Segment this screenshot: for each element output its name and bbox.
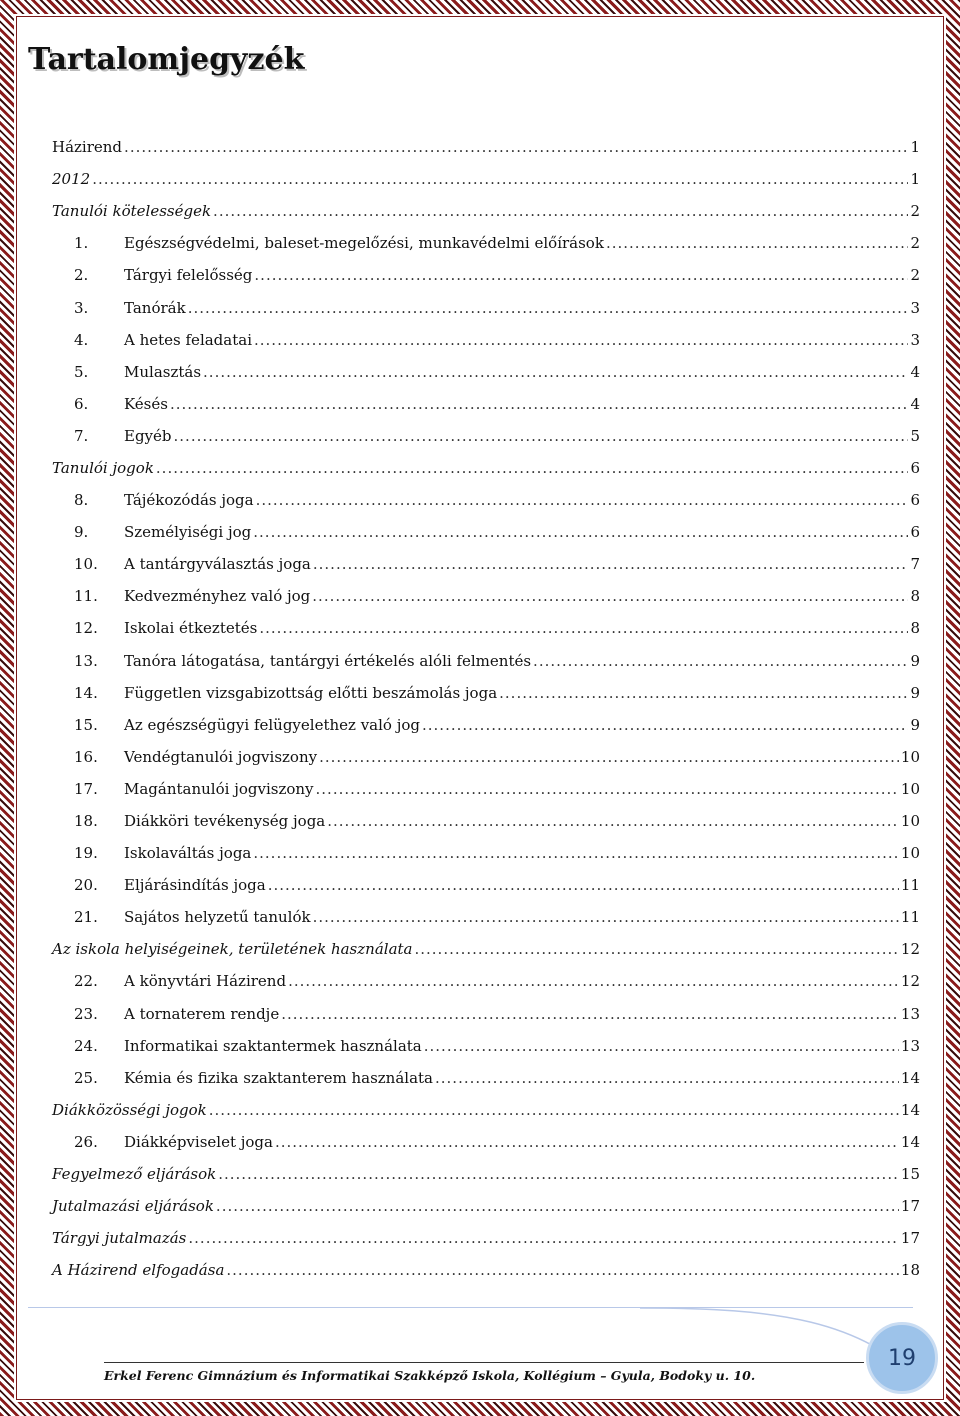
toc-entry[interactable] — [52, 645, 920, 677]
toc-entry[interactable] — [52, 1190, 920, 1222]
toc-entry-page: 6 — [910, 491, 920, 510]
toc-entry[interactable] — [52, 291, 920, 323]
toc-entry-label: Tárgyi felelősség — [124, 266, 253, 285]
toc-entry-number: 14. — [74, 683, 98, 702]
toc-leader-dots — [533, 652, 908, 670]
toc-entry-label: 2012 — [52, 170, 91, 189]
toc-entry-page: 8 — [910, 587, 920, 606]
toc-entry-page: 14 — [900, 1132, 920, 1151]
toc-entry-number: 15. — [74, 715, 98, 734]
toc-entry-number: 26. — [74, 1132, 98, 1151]
toc-entry-page: 6 — [910, 458, 920, 477]
toc-entry-label: Egyéb — [124, 426, 172, 445]
toc-leader-dots — [170, 395, 909, 413]
toc-entry[interactable] — [52, 452, 920, 484]
toc-entry-label: Diákközösségi jogok — [52, 1100, 207, 1119]
toc-leader-dots — [435, 1069, 899, 1087]
toc-entry[interactable] — [52, 998, 920, 1030]
toc-leader-dots — [313, 908, 899, 926]
toc-entry-page: 10 — [900, 779, 920, 798]
toc-entry-number: 17. — [74, 779, 98, 798]
toc-leader-dots — [259, 619, 908, 637]
toc-entry-page: 11 — [900, 876, 920, 895]
toc-leader-dots — [499, 684, 908, 702]
toc-leader-dots — [218, 1165, 899, 1183]
toc-leader-dots — [226, 1261, 899, 1279]
toc-entry-label: Tanulói jogok — [52, 458, 154, 477]
toc-leader-dots — [313, 555, 909, 573]
toc-leader-dots — [424, 1037, 899, 1055]
toc-entry[interactable] — [52, 324, 920, 356]
toc-entry-page: 10 — [900, 812, 920, 831]
toc-leader-dots — [174, 427, 909, 445]
toc-entry-label: Kedvezményhez való jog — [124, 587, 311, 606]
page-number-badge — [866, 1322, 938, 1394]
toc-entry-number: 1. — [74, 234, 89, 253]
toc-leader-dots — [253, 523, 908, 541]
toc-entry-number: 22. — [74, 972, 98, 991]
toc-entry-label: Jutalmazási eljárások — [52, 1197, 214, 1216]
toc-entry-label: Iskolai étkeztetés — [124, 619, 258, 638]
toc-leader-dots — [213, 202, 908, 220]
toc-entry[interactable] — [52, 131, 920, 163]
toc-entry-number: 2. — [74, 266, 89, 285]
toc-entry-label: Magántanulói jogviszony — [124, 779, 314, 798]
toc-entry[interactable] — [52, 1222, 920, 1254]
toc-entry[interactable] — [52, 484, 920, 516]
toc-entry-label: Kémia és fizika szaktanterem használata — [124, 1068, 433, 1087]
toc-entry[interactable] — [52, 933, 920, 965]
toc-entry-page: 1 — [910, 138, 920, 157]
toc-entry-page: 15 — [900, 1165, 920, 1184]
toc-entry-label: Tanórák — [124, 298, 186, 317]
toc-entry[interactable] — [52, 869, 920, 901]
toc-entry[interactable] — [52, 1254, 920, 1286]
toc-leader-dots — [281, 1005, 899, 1023]
toc-entry-label: Egészségvédelmi, baleset-megelőzési, munkavédelmi előírások — [124, 234, 604, 253]
toc-entry-page: 11 — [900, 908, 920, 927]
toc-entry-page: 2 — [910, 234, 920, 253]
toc-leader-dots — [253, 844, 899, 862]
toc-entry[interactable] — [52, 195, 920, 227]
toc-entry-number: 9. — [74, 523, 89, 542]
toc-entry-label: Iskolaváltás joga — [124, 844, 252, 863]
toc-entry-label: Informatikai szaktantermek használata — [124, 1036, 422, 1055]
toc-entry-page: 10 — [900, 747, 920, 766]
toc-leader-dots — [254, 266, 908, 284]
toc-leader-dots — [124, 138, 908, 156]
toc-entry[interactable] — [52, 356, 920, 388]
footer-rule — [104, 1362, 864, 1363]
toc-entry[interactable] — [52, 805, 920, 837]
toc-entry[interactable] — [52, 548, 920, 580]
toc-entry[interactable] — [52, 388, 920, 420]
page-title: Tartalomjegyzék — [28, 42, 305, 77]
toc-leader-dots — [312, 587, 908, 605]
toc-entry-page: 14 — [900, 1068, 920, 1087]
toc-entry-label: A könyvtári Házirend — [124, 972, 287, 991]
toc-entry[interactable] — [52, 901, 920, 933]
toc-entry-label: A Házirend elfogadása — [52, 1261, 225, 1280]
toc-leader-dots — [414, 940, 898, 958]
toc-entry-page: 2 — [910, 266, 920, 285]
toc-entry-label: Az egészségügyi felügyelethez való jog — [124, 715, 420, 734]
toc-entry-number: 5. — [74, 362, 89, 381]
toc-entry[interactable] — [52, 709, 920, 741]
toc-entry-page: 17 — [900, 1229, 920, 1248]
toc-entry-page: 4 — [910, 362, 920, 381]
toc-entry-page: 7 — [910, 555, 920, 574]
toc-entry[interactable] — [52, 227, 920, 259]
toc-entry-number: 23. — [74, 1004, 98, 1023]
toc-entry-number: 3. — [74, 298, 89, 317]
toc-entry-label: A hetes feladatai — [124, 330, 252, 349]
toc-leader-dots — [254, 331, 908, 349]
toc-leader-dots — [92, 170, 908, 188]
toc-leader-dots — [288, 972, 899, 990]
toc-entry-page: 9 — [910, 683, 920, 702]
toc-entry[interactable] — [52, 1126, 920, 1158]
toc-entry-page: 14 — [900, 1100, 920, 1119]
toc-leader-dots — [275, 1133, 899, 1151]
toc-leader-dots — [606, 234, 909, 252]
toc-entry-label: Személyiségi jog — [124, 523, 252, 542]
toc-entry[interactable] — [52, 259, 920, 291]
toc-entry-number: 20. — [74, 876, 98, 895]
footer-text: Erkel Ferenc Gimnázium és Informatikai Szakképző Iskola, Kollégium – Gyula, Bodoky u. 10. — [104, 1368, 756, 1383]
toc-entry-page: 6 — [910, 523, 920, 542]
toc-entry[interactable] — [52, 1094, 920, 1126]
toc-entry-page: 1 — [910, 170, 920, 189]
toc-entry-number: 6. — [74, 394, 89, 413]
toc-entry-label: A tornaterem rendje — [124, 1004, 280, 1023]
toc-entry-number: 18. — [74, 812, 98, 831]
toc-leader-dots — [203, 363, 908, 381]
toc-leader-dots — [188, 1229, 899, 1247]
toc-entry-page: 12 — [900, 940, 920, 959]
toc-entry-page: 13 — [900, 1036, 920, 1055]
toc-entry-page: 4 — [910, 394, 920, 413]
toc-entry-number: 13. — [74, 651, 98, 670]
toc-entry-label: Diákköri tevékenység joga — [124, 812, 326, 831]
toc-entry-number: 25. — [74, 1068, 98, 1087]
toc-entry-label: Vendégtanulói jogviszony — [124, 747, 318, 766]
toc-entry-page: 18 — [900, 1261, 920, 1280]
toc-entry-label: Mulasztás — [124, 362, 202, 381]
toc-entry[interactable] — [52, 612, 920, 644]
toc-leader-dots — [156, 459, 909, 477]
toc-entry[interactable] — [52, 741, 920, 773]
toc-entry-page: 3 — [910, 298, 920, 317]
toc-entry-page: 3 — [910, 330, 920, 349]
toc-entry-label: Tanóra látogatása, tantárgyi értékelés alóli felmentés — [124, 651, 532, 670]
toc-entry-page: 9 — [910, 715, 920, 734]
toc-entry[interactable] — [52, 420, 920, 452]
page-number: 19 — [888, 1345, 916, 1371]
toc-entry-page: 12 — [900, 972, 920, 991]
table-of-contents — [52, 131, 920, 1286]
toc-entry-label: Diákképviselet joga — [124, 1132, 273, 1151]
toc-entry[interactable] — [52, 677, 920, 709]
toc-leader-dots — [422, 716, 908, 734]
toc-entry-page: 8 — [910, 619, 920, 638]
toc-entry-number: 7. — [74, 426, 89, 445]
toc-entry-label: Sajátos helyzetű tanulók — [124, 908, 311, 927]
toc-entry-page: 9 — [910, 651, 920, 670]
toc-entry[interactable] — [52, 1158, 920, 1190]
toc-entry-label: A tantárgyválasztás joga — [124, 555, 311, 574]
toc-entry[interactable] — [52, 965, 920, 997]
toc-entry-number: 11. — [74, 587, 98, 606]
toc-entry-label: Tanulói kötelességek — [52, 202, 212, 221]
toc-entry[interactable] — [52, 163, 920, 195]
toc-entry-label: Késés — [124, 394, 168, 413]
toc-entry-label: Eljárásindítás joga — [124, 876, 266, 895]
toc-entry-label: Fegyelmező eljárások — [52, 1165, 217, 1184]
toc-entry[interactable] — [52, 1062, 920, 1094]
toc-entry-number: 12. — [74, 619, 98, 638]
toc-entry[interactable] — [52, 1030, 920, 1062]
toc-entry-label: Tájékozódás joga — [124, 491, 254, 510]
toc-entry-page: 2 — [910, 202, 920, 221]
toc-entry-label: Független vizsgabizottság előtti beszámolás joga — [124, 683, 498, 702]
toc-entry-label: Az iskola helyiségeinek, területének használata — [52, 940, 413, 959]
toc-leader-dots — [256, 491, 909, 509]
toc-leader-dots — [327, 812, 899, 830]
toc-entry-number: 19. — [74, 844, 98, 863]
toc-leader-dots — [216, 1197, 899, 1215]
toc-entry-label: Házirend — [52, 138, 123, 157]
toc-entry[interactable] — [52, 516, 920, 548]
toc-entry[interactable] — [52, 773, 920, 805]
toc-entry[interactable] — [52, 580, 920, 612]
toc-leader-dots — [188, 299, 909, 317]
toc-entry-page: 17 — [900, 1197, 920, 1216]
toc-leader-dots — [209, 1101, 899, 1119]
toc-entry-page: 13 — [900, 1004, 920, 1023]
toc-entry-number: 4. — [74, 330, 89, 349]
toc-entry-page: 5 — [910, 426, 920, 445]
toc-entry-page: 10 — [900, 844, 920, 863]
toc-entry-number: 16. — [74, 747, 98, 766]
toc-entry-number: 21. — [74, 908, 98, 927]
toc-entry-number: 24. — [74, 1036, 98, 1055]
toc-leader-dots — [268, 876, 899, 894]
toc-leader-dots — [316, 780, 899, 798]
toc-entry-label: Tárgyi jutalmazás — [52, 1229, 187, 1248]
toc-entry-number: 10. — [74, 555, 98, 574]
toc-entry[interactable] — [52, 837, 920, 869]
toc-leader-dots — [319, 748, 899, 766]
toc-entry-number: 8. — [74, 491, 89, 510]
